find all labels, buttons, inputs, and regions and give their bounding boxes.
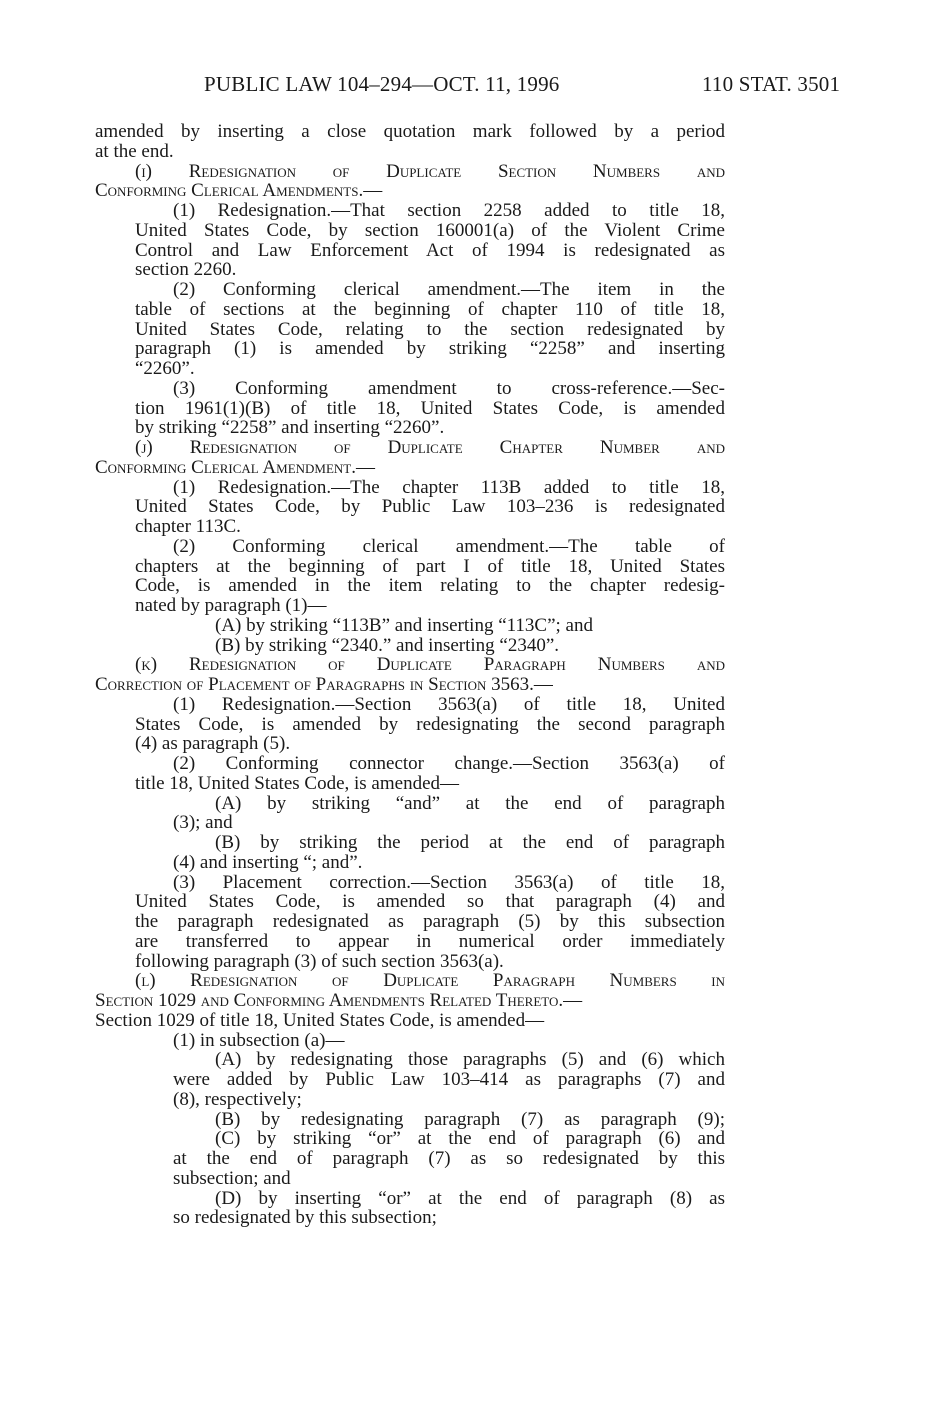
- text-line: (4) and inserting “; and”.: [173, 851, 363, 873]
- text-line: tion 1961(1)(B) of title 18, United States Code, is amended: [135, 397, 725, 419]
- text-line: nated by paragraph (1)—: [135, 595, 327, 616]
- text-line: United States Code, relating to the section redesignated by: [135, 318, 725, 340]
- text-line: (3) Placement correction.—Section 3563(a) of title 18,: [173, 871, 725, 893]
- text-line: (4) as paragraph (5).: [135, 733, 291, 755]
- text-line: (A) by striking “113B” and inserting “113C”; and: [215, 614, 593, 636]
- text-line: table of sections at the beginning of chapter 110 of title 18,: [135, 298, 725, 320]
- text-line: (B) by striking “2340.” and inserting “2340”.: [215, 634, 560, 656]
- text-line: by striking “2258” and inserting “2260”.: [135, 417, 445, 439]
- text-line: Section 1029 and Conforming Amendments Related Thereto.—: [95, 990, 583, 1011]
- text-line: Conforming Clerical Amendment.—: [95, 456, 375, 478]
- text-line: States Code, is amended by redesignating the second paragraph: [135, 713, 725, 735]
- text-line: (2) Conforming clerical amendment.—The table of: [173, 535, 725, 557]
- text-line: chapter 113C.: [135, 516, 241, 537]
- text-line: United States Code, by Public Law 103–236 is redesignated: [135, 496, 725, 518]
- text-line: paragraph (1) is amended by striking “2258” and inserting: [135, 338, 725, 360]
- text-line: Correction of Placement of Paragraphs in Section 3563.—: [95, 674, 553, 695]
- text-line: (3); and: [173, 812, 233, 834]
- text-line: (8), respectively;: [173, 1088, 302, 1110]
- text-line: (A) by redesignating those paragraphs (5) and (6) which: [215, 1049, 725, 1071]
- text-line: (i) Redesignation of Duplicate Section Numbers and: [135, 160, 725, 182]
- header-page-number: 110 STAT. 3501: [702, 72, 841, 96]
- text-line: at the end of paragraph (7) as so redesignated by this: [173, 1148, 725, 1169]
- text-line: subsection; and: [173, 1167, 291, 1189]
- text-line: the paragraph redesignated as paragraph (5) by this subsection: [135, 911, 725, 932]
- text-line: (k) Redesignation of Duplicate Paragraph Numbers and: [135, 654, 725, 676]
- text-line: (D) by inserting “or” at the end of paragraph (8) as: [215, 1187, 725, 1209]
- text-line: (j) Redesignation of Duplicate Chapter Number and: [135, 437, 725, 458]
- text-line: title 18, United States Code, is amended—: [135, 772, 460, 794]
- text-line: United States Code, is amended so that paragraph (4) and: [135, 891, 725, 913]
- text-line: amended by inserting a close quotation mark followed by a period: [95, 121, 725, 142]
- statute-text: [95, 122, 725, 1228]
- text-line: (B) by redesignating paragraph (7) as paragraph (9);: [215, 1108, 725, 1130]
- text-line: (2) Conforming connector change.—Section 3563(a) of: [173, 753, 725, 774]
- text-line: (l) Redesignation of Duplicate Paragraph Numbers in: [135, 970, 725, 992]
- text-line: (3) Conforming amendment to cross-reference.—Sec-: [173, 377, 725, 399]
- text-line: chapters at the beginning of part I of title 18, United States: [135, 555, 725, 577]
- text-line: were added by Public Law 103–414 as paragraphs (7) and: [173, 1069, 725, 1090]
- text-line: (A) by striking “and” at the end of paragraph: [215, 792, 725, 814]
- text-line: (1) Redesignation.—That section 2258 added to title 18,: [173, 200, 725, 221]
- text-line: Control and Law Enforcement Act of 1994 is redesignated as: [135, 239, 725, 261]
- text-line: (1) in subsection (a)—: [173, 1029, 345, 1051]
- text-line: (2) Conforming clerical amendment.—The item in the: [173, 279, 725, 300]
- text-line: following paragraph (3) of such section 3563(a).: [135, 950, 504, 972]
- text-line: Conforming Clerical Amendments.—: [95, 180, 383, 202]
- text-line: are transferred to appear in numerical order immediately: [135, 930, 725, 952]
- text-line: Section 1029 of title 18, United States Code, is amended—: [95, 1009, 545, 1031]
- text-line: at the end.: [95, 140, 174, 162]
- text-line: (C) by striking “or” at the end of paragraph (6) and: [215, 1128, 725, 1150]
- header-title: PUBLIC LAW 104–294—OCT. 11, 1996: [204, 72, 560, 96]
- text-line: Code, is amended in the item relating to the chapter redesig-: [135, 575, 725, 597]
- text-line: (1) Redesignation.—Section 3563(a) of title 18, United: [173, 693, 725, 715]
- text-line: so redesignated by this subsection;: [173, 1207, 437, 1229]
- text-line: (1) Redesignation.—The chapter 113B added to title 18,: [173, 476, 725, 498]
- text-line: section 2260.: [135, 259, 237, 281]
- running-header: [0, 72, 940, 102]
- text-line: “2260”.: [135, 358, 195, 379]
- text-line: United States Code, by section 160001(a) of the Violent Crime: [135, 219, 725, 241]
- text-line: (B) by striking the period at the end of paragraph: [215, 832, 725, 853]
